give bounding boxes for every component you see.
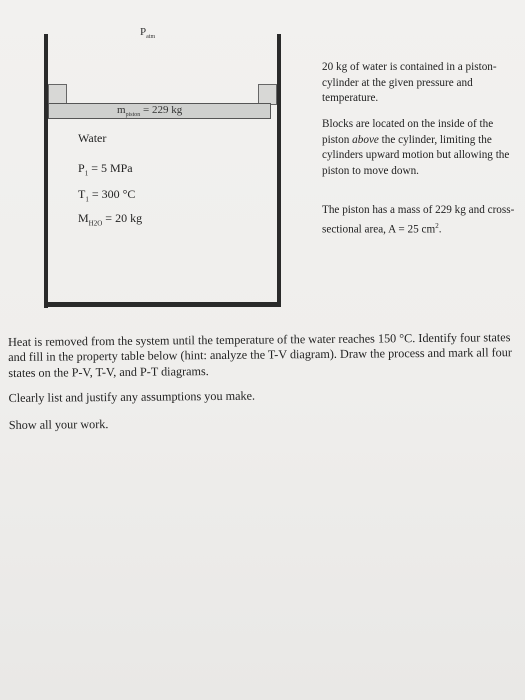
problem-description-1: 20 kg of water is contained in a piston-cylinder at the given pressure and temperature. <box>322 61 497 104</box>
water-title: Water <box>78 131 107 145</box>
task-instructions <box>8 330 521 433</box>
piston-cylinder-diagram <box>0 0 310 320</box>
initial-pressure: $P_1 = 5$ MPa <box>78 161 133 178</box>
assumptions-instruction: Clearly list and justify any assumptions you make. <box>8 388 256 405</box>
water-mass: $M_{H2O} = 20$ kg <box>78 211 143 228</box>
show-work-instruction: Show all your work. <box>8 417 109 433</box>
cylinder-left-wall <box>44 34 48 308</box>
atmospheric-pressure-label: $P_{atm}$ <box>140 26 156 41</box>
cylinder-bottom-wall <box>44 302 281 307</box>
cylinder-right-wall <box>277 34 281 304</box>
piston-mass-label: $m_{piston} = 229$ kg <box>117 104 183 119</box>
initial-temperature: $T_1 = 300$ °C <box>78 187 136 204</box>
problem-description-2: Blocks are located on the inside of the piston above the cylinder, limiting the cylinders upward motion but allowing the piston to move down. <box>322 118 510 177</box>
stop-block-right <box>258 84 277 105</box>
task-paragraph: Heat is removed from the system until the temperature of the water reaches 150 °C. Identify four states and fill in the property table below (hint: analyze the T-V diagram). Draw the process and mark all four states on the P-V, T-V, and P-T diagrams. <box>8 330 512 380</box>
stop-block-left <box>48 84 67 105</box>
problem-description-3: The piston has a mass of 229 kg and cross-sectional area, A = 25 $cm^2$. <box>322 204 515 236</box>
